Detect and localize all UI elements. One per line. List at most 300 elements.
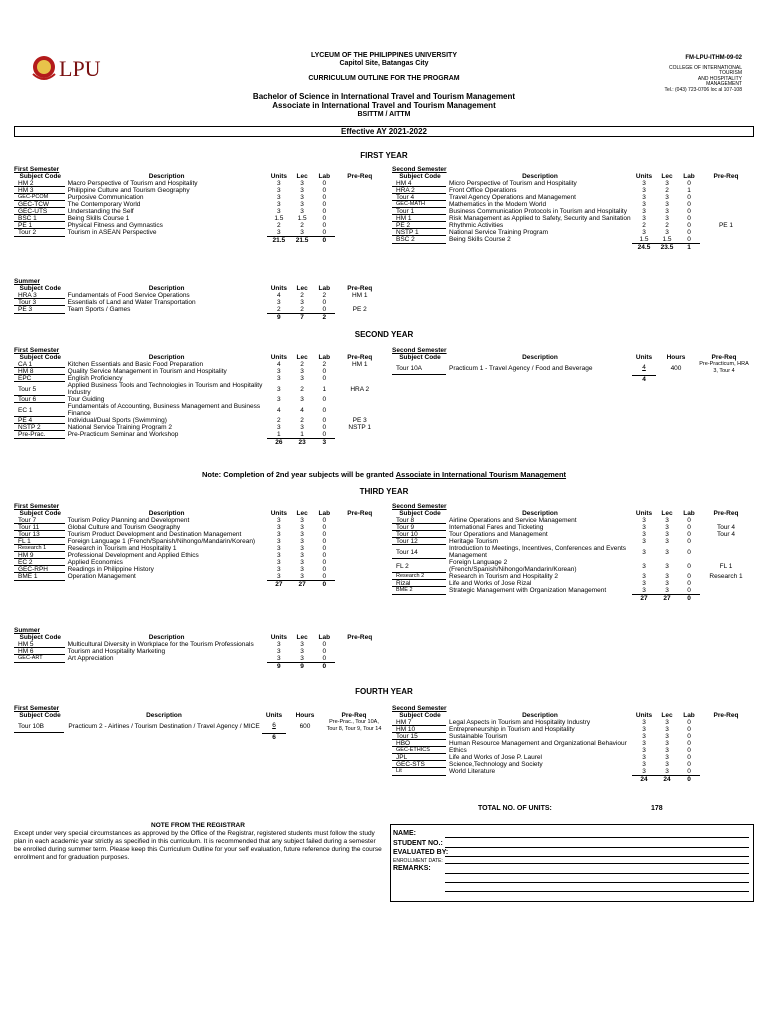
subject-description: Global Culture and Tourism Geography: [67, 524, 181, 531]
subject-units: 2: [277, 222, 281, 229]
subject-units: 3: [642, 538, 646, 545]
subject-lab: 0: [687, 740, 691, 747]
col-description: Description: [148, 354, 185, 361]
subject-description: Research in Tourism and Hospitality 2: [449, 573, 558, 580]
table-row: [14, 538, 384, 545]
subject-units: 3: [277, 566, 281, 573]
y1s1-rows: [14, 180, 384, 244]
subject-description: Sustainable Tourism: [449, 733, 508, 740]
subject-units: 3: [642, 201, 646, 208]
subject-prereq: Pre-Prac., Tour 10A, Tour 8, Tour 9, Tour 14: [326, 719, 382, 732]
remarks-line[interactable]: [445, 882, 749, 883]
col-units: Units: [270, 173, 287, 180]
total-units: 24: [632, 776, 656, 784]
subject-units: 3: [277, 524, 281, 531]
subject-code: GEC-ART: [14, 655, 67, 663]
enrollment-date-field[interactable]: [445, 863, 749, 864]
subject-prereq: [700, 201, 752, 208]
subject-units: 3: [277, 180, 281, 187]
semester-title: First Semester: [14, 347, 60, 354]
subject-code: BSC 1: [14, 215, 67, 222]
telephone: Tel.: (043) 723-0706 loc al 107-108: [664, 86, 742, 93]
total-lec: 9: [291, 663, 313, 671]
remarks-label: REMARKS:: [393, 865, 431, 872]
subject-lec: 2: [665, 222, 669, 229]
table-row: [14, 655, 384, 663]
y4s1-table: [14, 712, 384, 741]
subject-lec: 3: [300, 368, 304, 375]
total-lec: 7: [291, 314, 313, 322]
table-row: [392, 517, 752, 524]
subject-code: Tour 15: [392, 733, 448, 740]
table-row: [392, 524, 752, 531]
subject-description: Tour Operations and Management: [449, 531, 548, 538]
name-field[interactable]: [445, 837, 749, 838]
subject-description: Science,Technology and Society: [449, 761, 543, 768]
subject-lab: 0: [322, 299, 327, 306]
subject-lab: 0: [687, 208, 691, 215]
subject-units: 3: [277, 573, 281, 580]
subject-lab: 0: [322, 396, 327, 403]
col-subject-code: Subject Code: [19, 510, 62, 517]
table-row: [392, 180, 752, 187]
subject-lec: 3: [665, 524, 669, 531]
subject-description: Foreign Language 1 (French/Spanish/Nihongo/Mandarin/Korean): [67, 538, 256, 545]
subject-lab: 1: [687, 187, 691, 194]
subject-units: 3: [277, 187, 281, 194]
col-subject-code: Subject Code: [19, 354, 62, 361]
subject-units: 3: [642, 768, 646, 775]
subject-code: Tour 10B: [14, 719, 66, 733]
subject-code: Tour 7: [14, 517, 67, 524]
subject-code: PE 4: [14, 417, 67, 424]
total-row: [14, 663, 384, 671]
student-no-label: STUDENT NO.:: [393, 840, 443, 847]
y1-second-semester: [392, 166, 752, 251]
subject-units: 3: [277, 424, 281, 431]
subject-units: 3: [277, 396, 281, 403]
subject-prereq: [335, 375, 384, 382]
subject-description: Ethics: [449, 747, 467, 754]
total-lab: 0: [678, 776, 700, 784]
subject-lab: 0: [322, 306, 327, 313]
subject-lec: 3: [665, 768, 669, 775]
subject-code: EPC: [14, 375, 67, 382]
y1-first-semester: [14, 166, 384, 244]
student-no-field[interactable]: [445, 847, 749, 848]
y3-second-semester: [392, 503, 752, 602]
year-heading-fourth: FOURTH YEAR: [355, 687, 413, 696]
subject-units: 3: [642, 733, 646, 740]
subject-prereq: [335, 538, 384, 545]
subject-lab: 0: [687, 754, 691, 761]
subject-units: 3: [642, 194, 646, 201]
table-row: [392, 740, 752, 747]
registrar-note: [14, 822, 382, 862]
subject-lec: 3: [665, 180, 669, 187]
col-lab: Lab: [683, 173, 695, 180]
subject-code: GEC-TCW: [14, 201, 67, 208]
name-label: NAME:: [393, 830, 416, 837]
subject-code: HM 1: [392, 215, 448, 222]
table-row: [14, 573, 384, 581]
remarks-line[interactable]: [445, 891, 749, 892]
table-row: [14, 424, 384, 431]
total-units: 27: [267, 581, 291, 589]
subject-description: Tourism Policy Planning and Development: [67, 517, 190, 524]
col-units: Units: [635, 510, 653, 517]
table-row: [14, 382, 384, 396]
subject-code: PE 1: [14, 222, 67, 229]
semester-title: Summer: [14, 278, 41, 285]
y3sum-rows: [14, 641, 384, 670]
subject-description: Understanding the Self: [67, 208, 134, 215]
lpu-logo: [30, 52, 130, 86]
total-row: [392, 595, 752, 603]
subject-code: Tour 8: [392, 517, 448, 524]
subject-description: Research in Tourism and Hospitality 1: [67, 545, 177, 552]
subject-code: HBO: [392, 740, 448, 747]
subject-lab: 0: [687, 761, 691, 768]
subject-description: Philippine Culture and Tourism Geography: [67, 187, 190, 194]
subject-prereq: Pre-Practicum, HRA 3, Tour 4: [699, 361, 749, 374]
table-row: [392, 726, 752, 733]
table-row: [14, 559, 384, 566]
table-row: [392, 222, 752, 229]
subject-code: HM 3: [14, 187, 67, 194]
subject-units: 2: [277, 417, 281, 424]
subject-prereq: [700, 236, 752, 244]
subject-description: Readings in Philippine History: [67, 566, 154, 573]
col-lec: Lec: [296, 634, 308, 641]
subject-prereq: [335, 403, 384, 417]
subject-prereq: [335, 655, 384, 663]
col-description: Description: [522, 510, 558, 517]
col-prereq: Pre-Req: [347, 510, 373, 517]
subject-lec: 3: [665, 531, 669, 538]
subject-code: HRA 3: [14, 292, 67, 299]
y1sum-rows: [14, 292, 384, 321]
subject-code: FL 1: [14, 538, 67, 545]
subject-code: Rizal: [392, 580, 448, 587]
table-row: [14, 187, 384, 194]
subject-prereq: [335, 215, 384, 222]
subject-prereq: [700, 538, 752, 545]
subject-prereq: [700, 545, 752, 559]
subject-code: HM 8: [14, 368, 67, 375]
subject-code: Pre-Prac.: [14, 431, 67, 439]
subject-prereq: [700, 517, 752, 524]
total-lec: 23.5: [656, 244, 678, 252]
col-units: Units: [270, 285, 287, 292]
table-row: [392, 208, 752, 215]
subject-lab: 0: [322, 648, 327, 655]
col-description: Description: [148, 173, 185, 180]
program-title: Bachelor of Science in International Travel and Tourism Management: [252, 92, 516, 101]
subject-lab: 0: [687, 573, 691, 580]
subject-lec: 3: [300, 208, 304, 215]
y3s2-rows: [392, 517, 752, 602]
table-row: [392, 194, 752, 201]
table-row: [392, 587, 752, 595]
subject-description: Foreign Language 2 (French/Spanish/Nihongo/Mandarin/Korean): [449, 559, 577, 573]
subject-prereq: [335, 545, 384, 552]
subject-prereq: [700, 726, 752, 733]
table-row: [14, 375, 384, 382]
total-row: [14, 237, 384, 245]
subject-description: Practicum 2 - Airlines / Tourism Destination / Travel Agency / MICE: [68, 722, 260, 730]
subject-code: Tour 11: [14, 524, 67, 531]
subject-lec: 3: [665, 587, 669, 594]
program-title-associate: Associate in International Travel and Tourism Management: [272, 101, 496, 110]
college-line: AND HOSPITALITY: [697, 75, 742, 82]
semester-title: First Semester: [14, 503, 60, 510]
subject-lec: 3: [300, 396, 304, 403]
table-row: [14, 361, 384, 368]
subject-prereq: HM 1: [351, 292, 368, 299]
subject-lec: 3: [300, 517, 304, 524]
subject-lec: 3: [300, 648, 304, 655]
y3-summer: [14, 627, 384, 670]
subject-description: Tourism Product Development and Destination Management: [67, 531, 242, 538]
subject-lec: 3: [665, 194, 669, 201]
table-row: [14, 368, 384, 375]
subject-lab: 0: [687, 548, 691, 556]
subject-prereq: [335, 368, 384, 375]
subject-units: 1.5: [274, 215, 284, 222]
subject-code: Lit: [392, 768, 448, 776]
subject-description: Macro Perspective of Tourism and Hospitality: [67, 180, 198, 187]
subject-lab: 0: [687, 562, 691, 570]
subject-description: Applied Business Tools and Technologies in Tourism and Hospitality Industry: [67, 382, 263, 396]
table-row: [14, 201, 384, 208]
table-row: [14, 292, 384, 299]
subject-lab: 0: [687, 768, 691, 775]
semester-title: Summer: [14, 627, 41, 634]
subject-code: BME 2: [392, 587, 448, 595]
col-prereq: Pre-Req: [347, 354, 373, 361]
subject-units: 1: [277, 431, 281, 438]
year-heading-third: THIRD YEAR: [359, 487, 409, 496]
subject-lab: 0: [687, 222, 691, 229]
subject-description: The Contemporary World: [67, 201, 141, 208]
total-lab: 0: [313, 581, 335, 589]
subject-lab: 0: [322, 641, 327, 648]
table-row: [392, 754, 752, 761]
evaluated-by-field[interactable]: [445, 856, 749, 857]
subject-units: 3: [277, 517, 281, 524]
subject-units: 3: [642, 517, 646, 524]
subject-description: National Service Training Program: [449, 229, 548, 236]
subject-lec: 3: [300, 194, 304, 201]
subject-prereq: [700, 208, 752, 215]
subject-hours: 600: [299, 722, 311, 730]
table-row: [392, 580, 752, 587]
subject-lab: 0: [687, 587, 691, 594]
subject-prereq: Research 1: [709, 573, 743, 580]
subject-description: Quality Service Management in Tourism and Hospitality: [67, 368, 227, 375]
subject-description: Micro Perspective of Tourism and Hospitality: [449, 180, 577, 187]
semester-title: First Semester: [14, 166, 60, 173]
table-row: [392, 747, 752, 754]
col-prereq: Pre-Req: [347, 634, 373, 641]
subject-code: NSTP 2: [14, 424, 67, 431]
y1-summer: [14, 278, 384, 321]
total-lab: 0: [313, 237, 335, 245]
subject-lec: 3: [300, 299, 304, 306]
subject-lec: 3: [665, 229, 669, 236]
program-code: BSITTM / AITTM: [357, 111, 411, 118]
subject-prereq: Tour 4: [716, 524, 736, 531]
subject-lab: 0: [322, 531, 327, 538]
subject-description: Operation Management: [67, 573, 136, 581]
col-prereq: Pre-Req: [347, 285, 373, 292]
subject-units: 3: [642, 208, 646, 215]
subject-code: CA 1: [14, 361, 67, 368]
subject-units: 3: [642, 531, 646, 538]
col-units: Units: [635, 712, 653, 719]
table-row: [14, 229, 384, 237]
subject-lab: 0: [687, 201, 691, 208]
subject-prereq: [700, 754, 752, 761]
subject-lec: 3: [665, 573, 669, 580]
total-lab: 1: [678, 244, 700, 252]
subject-code: Tour 6: [14, 396, 67, 403]
subject-description: Tourism in ASEAN Perspective: [67, 229, 157, 237]
subject-description: Individual/Dual Sports (Swimming): [67, 417, 167, 424]
table-row: [14, 648, 384, 655]
subject-units: 4: [277, 361, 281, 368]
subject-code: Tour 14: [392, 545, 448, 559]
subject-lec: 3: [665, 740, 669, 747]
y1s1-table: [14, 173, 384, 244]
subject-lab: 0: [322, 655, 327, 662]
remarks-line[interactable]: [445, 873, 749, 874]
table-row: [392, 559, 752, 573]
subject-description: Being Skills Course 2: [449, 236, 511, 244]
subject-prereq: [335, 559, 384, 566]
subject-lab: 0: [322, 559, 327, 566]
effective-ay: Effective AY 2021-2022: [14, 126, 754, 137]
semester-title: Second Semester: [392, 705, 447, 712]
subject-lec: 3: [300, 655, 304, 662]
subject-description: Heritage Tourism: [449, 538, 499, 545]
total-lab: 0: [313, 663, 335, 671]
table-row: [14, 215, 384, 222]
subject-code: Tour 2: [14, 229, 67, 237]
subject-prereq: [700, 733, 752, 740]
col-prereq: Pre-Req: [711, 354, 737, 361]
total-units-value: 178: [651, 805, 663, 812]
col-lab: Lab: [318, 354, 331, 361]
y2-second-semester: [392, 347, 752, 383]
col-lab: Lab: [318, 634, 331, 641]
college-line: MANAGEMENT: [706, 81, 742, 87]
subject-prereq: [335, 531, 384, 538]
col-units: Units: [270, 354, 287, 361]
subject-lab: 0: [322, 229, 327, 236]
subject-lec: 3: [300, 375, 304, 382]
subject-lec: 3: [665, 754, 669, 761]
subject-units: 3: [277, 531, 281, 538]
subject-description: Strategic Management with Organization Management: [449, 587, 607, 595]
subject-units: 3: [277, 641, 281, 648]
subject-lec: 3: [665, 580, 669, 587]
subject-lab: 0: [322, 215, 327, 222]
subject-code: JPL: [392, 754, 448, 761]
col-prereq: Pre-Req: [341, 712, 367, 719]
subject-description: Risk Management as Applied to Safety, Security and Sanitation: [449, 215, 631, 222]
subject-description: Business Communication Protocols in Tourism and Hospitality: [449, 208, 627, 215]
subject-lec: 3: [300, 641, 304, 648]
subject-prereq: [700, 180, 752, 187]
college-line: TOURISM: [719, 70, 742, 76]
table-row: [14, 431, 384, 439]
subject-code: HM 10: [392, 726, 448, 733]
total-lab: 0: [678, 595, 700, 603]
evaluated-by-label: EVALUATED BY:: [393, 849, 449, 856]
y4s2-rows: [392, 719, 752, 783]
subject-prereq: [335, 524, 384, 531]
table-row: [392, 201, 752, 208]
subject-description: Tourism and Hospitality Marketing: [67, 648, 166, 655]
total-units: 6: [262, 733, 286, 741]
subject-description: Rhythmic Activities: [449, 222, 504, 229]
subject-lab: 2: [322, 361, 327, 368]
subject-prereq: [335, 431, 384, 439]
subject-lab: 0: [322, 566, 327, 573]
subject-code: Tour 10A: [392, 361, 448, 375]
logo-text: LPU: [59, 56, 101, 81]
college-line: COLLEGE OF INTERNATIONAL: [669, 64, 742, 71]
table-row: [392, 215, 752, 222]
subject-units: 3: [277, 299, 281, 306]
subject-lec: 1.5: [662, 236, 672, 243]
col-lec: Lec: [296, 285, 308, 292]
subject-prereq: PE 2: [352, 306, 367, 314]
col-subject-code: Subject Code: [19, 712, 61, 719]
subject-lab: 0: [322, 424, 327, 431]
subject-code: Tour 5: [14, 382, 67, 396]
subject-code: Tour 9: [392, 524, 448, 531]
subject-units: 3: [642, 719, 646, 726]
subject-lab: 0: [322, 431, 327, 438]
note-prefix: Note: Completion of 2nd year subjects will be granted: [201, 470, 396, 479]
subject-lab: 0: [322, 545, 327, 552]
subject-prereq: [335, 194, 384, 201]
subject-lec: 3: [300, 545, 304, 552]
total-lec: 23: [291, 439, 313, 447]
table-row: [14, 566, 384, 573]
subject-code: HM 9: [14, 552, 67, 559]
col-units: Units: [270, 634, 287, 641]
col-subject-code: Subject Code: [399, 510, 441, 517]
total-units: 4: [632, 375, 656, 383]
subject-units: 3: [642, 740, 646, 747]
subject-prereq: [700, 587, 752, 595]
subject-lab: 0: [322, 208, 327, 215]
subject-description: Introduction to Meetings, Incentives, Conferences and Events Management: [449, 545, 627, 559]
total-row: [392, 244, 752, 252]
table-row: [392, 719, 752, 726]
y2s1-rows: [14, 361, 384, 446]
col-prereq: Pre-Req: [347, 173, 373, 180]
subject-lab: 0: [687, 236, 691, 243]
lpu-seal-icon: [30, 52, 130, 86]
subject-units: 3: [642, 548, 646, 556]
total-lec: 21.5: [291, 237, 313, 245]
col-prereq: Pre-Req: [713, 510, 739, 517]
